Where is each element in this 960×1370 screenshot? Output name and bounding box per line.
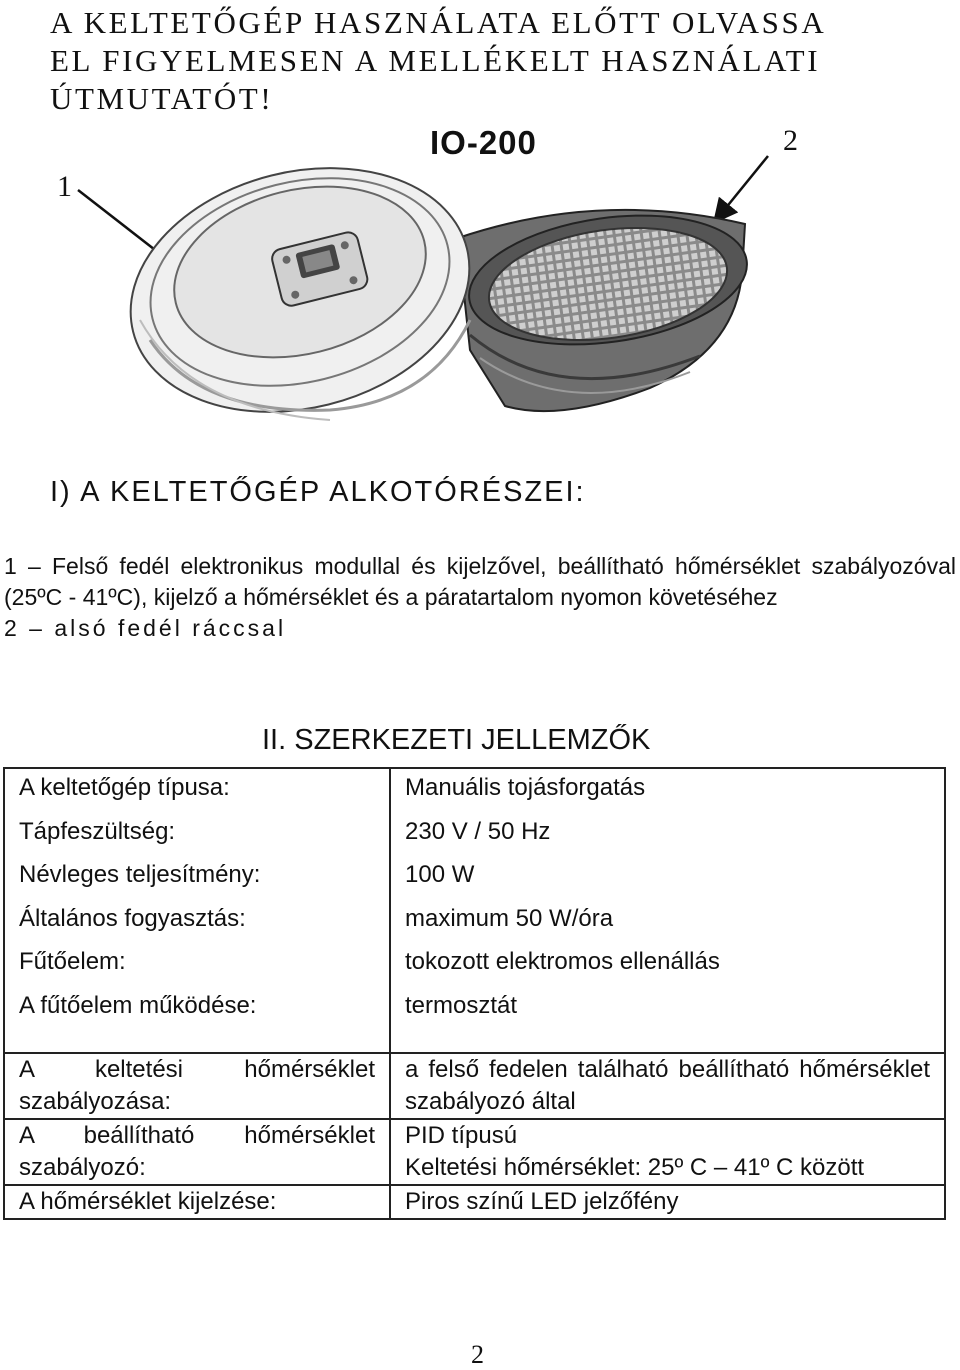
callout-number-1: 1: [57, 170, 72, 203]
spec-label: Névleges teljesítmény:: [19, 861, 261, 888]
specs-values-cell: [390, 768, 945, 1053]
spec-value: tokozott elektromos ellenállás: [405, 948, 720, 975]
warning-line-1: A KELTETŐGÉP HASZNÁLATA ELŐTT OLVASSA: [50, 5, 827, 40]
spec-value: a felső fedelen található beállítható hőmérséklet szabályozó által: [390, 1053, 945, 1119]
spec-value: Piros színű LED jelzőfény: [390, 1185, 945, 1219]
spec-value: PID típusú: [405, 1122, 518, 1149]
spec-value: Manuális tojásforgatás: [405, 774, 646, 801]
incubator-illustration: [0, 120, 960, 440]
upper-lid-with-module: [105, 134, 496, 440]
table-row: [4, 1185, 945, 1219]
spec-label: Általános fogyasztás:: [19, 904, 246, 932]
spec-label: A keltetőgép típusa:: [19, 774, 230, 801]
part-item-2: 2 – alsó fedél ráccsal: [4, 615, 287, 641]
spec-value-group: [390, 1119, 945, 1185]
spec-label: A beállítható hőmérséklet szabályozó:: [4, 1119, 390, 1185]
section-title-specs: II. SZERKEZETI JELLEMZŐK: [262, 724, 651, 756]
specs-labels-cell: [4, 768, 390, 1053]
section-title-parts: I) A KELTETŐGÉP ALKOTÓRÉSZEI:: [50, 476, 586, 508]
spec-value: termosztát: [405, 991, 518, 1019]
model-name: IO-200: [430, 124, 537, 161]
spec-label: Tápfeszültség:: [19, 817, 176, 845]
spec-value: Keltetési hőmérséklet: 25º C – 41º C között: [405, 1154, 865, 1181]
spec-label: A keltetési hőmérséklet szabályozása:: [4, 1053, 390, 1119]
spec-value: 100 W: [405, 861, 475, 888]
table-row: [4, 1053, 945, 1119]
specs-table: [3, 767, 946, 1220]
part-item-1: 1 – Felső fedél elektronikus modullal és kijelzővel, beállítható hőmérséklet szabályozóval (25ºC - 41ºC), kijelző a hőmérséklet és a páratartalom nyomon követéséhez: [4, 553, 956, 610]
warning-line-3: ÚTMUTATÓT!: [50, 81, 274, 116]
spec-value: 230 V / 50 Hz: [405, 817, 551, 845]
table-row: [4, 1119, 945, 1185]
spec-label: A hőmérséklet kijelzése:: [4, 1185, 390, 1219]
parts-list: [4, 551, 956, 644]
warning-line-2: EL FIGYELMESEN A MELLÉKELT HASZNÁLATI: [50, 43, 821, 78]
warning-heading: [50, 4, 950, 118]
table-row: [4, 768, 945, 1053]
page-number: 2: [471, 1340, 484, 1369]
spec-value: maximum 50 W/óra: [405, 904, 614, 932]
callout-arrow-2: [716, 156, 768, 220]
lower-lid-with-grid: [458, 199, 755, 411]
spec-label: A fűtőelem működése:: [19, 991, 257, 1019]
spec-label: Fűtőelem:: [19, 948, 126, 975]
callout-number-2: 2: [783, 124, 798, 157]
